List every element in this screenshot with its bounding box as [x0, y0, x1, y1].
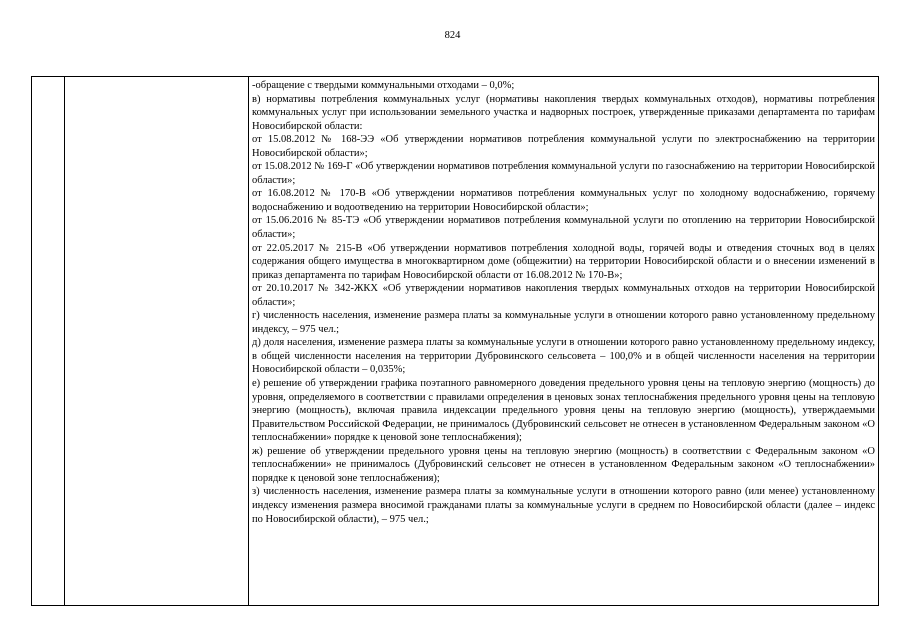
cell-text: [252, 79, 875, 526]
table-row: [32, 77, 879, 606]
paragraph: от 15.06.2016 № 85-ТЭ «Об утверждении нормативов потребления коммунальной услуги по отоплению на территории Новосибирской области»;: [252, 215, 875, 241]
table-cell-name: [65, 77, 249, 606]
paragraph: от 16.08.2012 № 170-В «Об утверждении нормативов потребления коммунальных услуг по холодному водоснабжению, горячему водоснабжению и водоотведению на территории Новосибирской области»;: [252, 188, 875, 213]
page-number: 824: [444, 30, 461, 41]
paragraph: от 20.10.2017 № 342-ЖКХ «Об утверждении нормативов накопления твердых коммунальных отходов на территории Новосибирской области»;: [252, 283, 875, 308]
paragraph: от 15.08.2012 № 169-Г «Об утверждении нормативов потребления коммунальной услуги по газоснабжению на территории Новосибирской области»;: [252, 161, 875, 186]
paragraph: ж) решение об утверждении предельного уровня цены на тепловую энергию (мощность) в соответствии с Федеральным законом «О теплоснабжении» не принималось (Дубровинский сельсовет не отнесен в установленном Федеральным законом «О теплоснабжении» порядке к ценовой зоне теплоснабжения);: [252, 445, 875, 484]
paragraph: д) доля населения, изменение размера платы за коммунальные услуги в отношении которого равно установленному предельному индексу, в общей численности населения на территории Дубровинского сельсовета – 100,0% и в общей численности населения на территории Новосибирской области – 0,035%;: [252, 337, 875, 376]
paragraph: от 22.05.2017 № 215-В «Об утверждении нормативов потребления холодной воды, горячей воды и отведения сточных вод в целях содержания общего имущества в многоквартирном доме (общежитии) на территории Новосибирской области и о внесении изменений в приказ департамента по тарифам Новосибирской области от 16.08.2012 № 170-В»;: [252, 242, 875, 281]
document-table: [31, 76, 879, 606]
paragraph: г) численность населения, изменение размера платы за коммунальные услуги в отношении которого равно установленному предельному индексу, – 975 чел.;: [252, 310, 875, 335]
paragraph: -обращение с твердыми коммунальными отходами – 0,0%;: [252, 80, 515, 91]
table-cell-content: [249, 77, 879, 606]
paragraph: в) нормативы потребления коммунальных услуг (нормативы накопления твердых коммунальных отходов), нормативы потребления коммунальных услуг при использовании земельного участка и надворных построек, утвержденные приказами департамента по тарифам Новосибирской области:: [252, 93, 875, 132]
paragraph: от 15.08.2012 № 168-ЭЭ «Об утверждении нормативов потребления коммунальной услуги по электроснабжению на территории Новосибирской области»;: [252, 134, 875, 159]
paragraph: е) решение об утверждении графика поэтапного равномерного доведения предельного уровня цены на тепловую энергию (мощность) до уровня, определяемого в соответствии с правилами определения в ценовых зонах теплоснабжения предельного уровня цены на тепловую энергию (мощность), включая правила индексации предельного уровня цены на тепловую энергию (мощность), утверждаемыми Правительством Российской Федерации, не принималось (Дубровинский сельсовет не отнесен в установленном Федеральным законом «О теплоснабжении» порядке к ценовой зоне теплоснабжения);: [252, 378, 875, 444]
paragraph: з) численность населения, изменение размера платы за коммунальные услуги в отношении которого равно (или менее) установленному индексу изменения размера вносимой гражданами платы за коммунальные услуги в среднем по Новосибирской области (далее – индекс по Новосибирской области), – 975 чел.;: [252, 486, 875, 525]
table-cell-index: [32, 77, 65, 606]
